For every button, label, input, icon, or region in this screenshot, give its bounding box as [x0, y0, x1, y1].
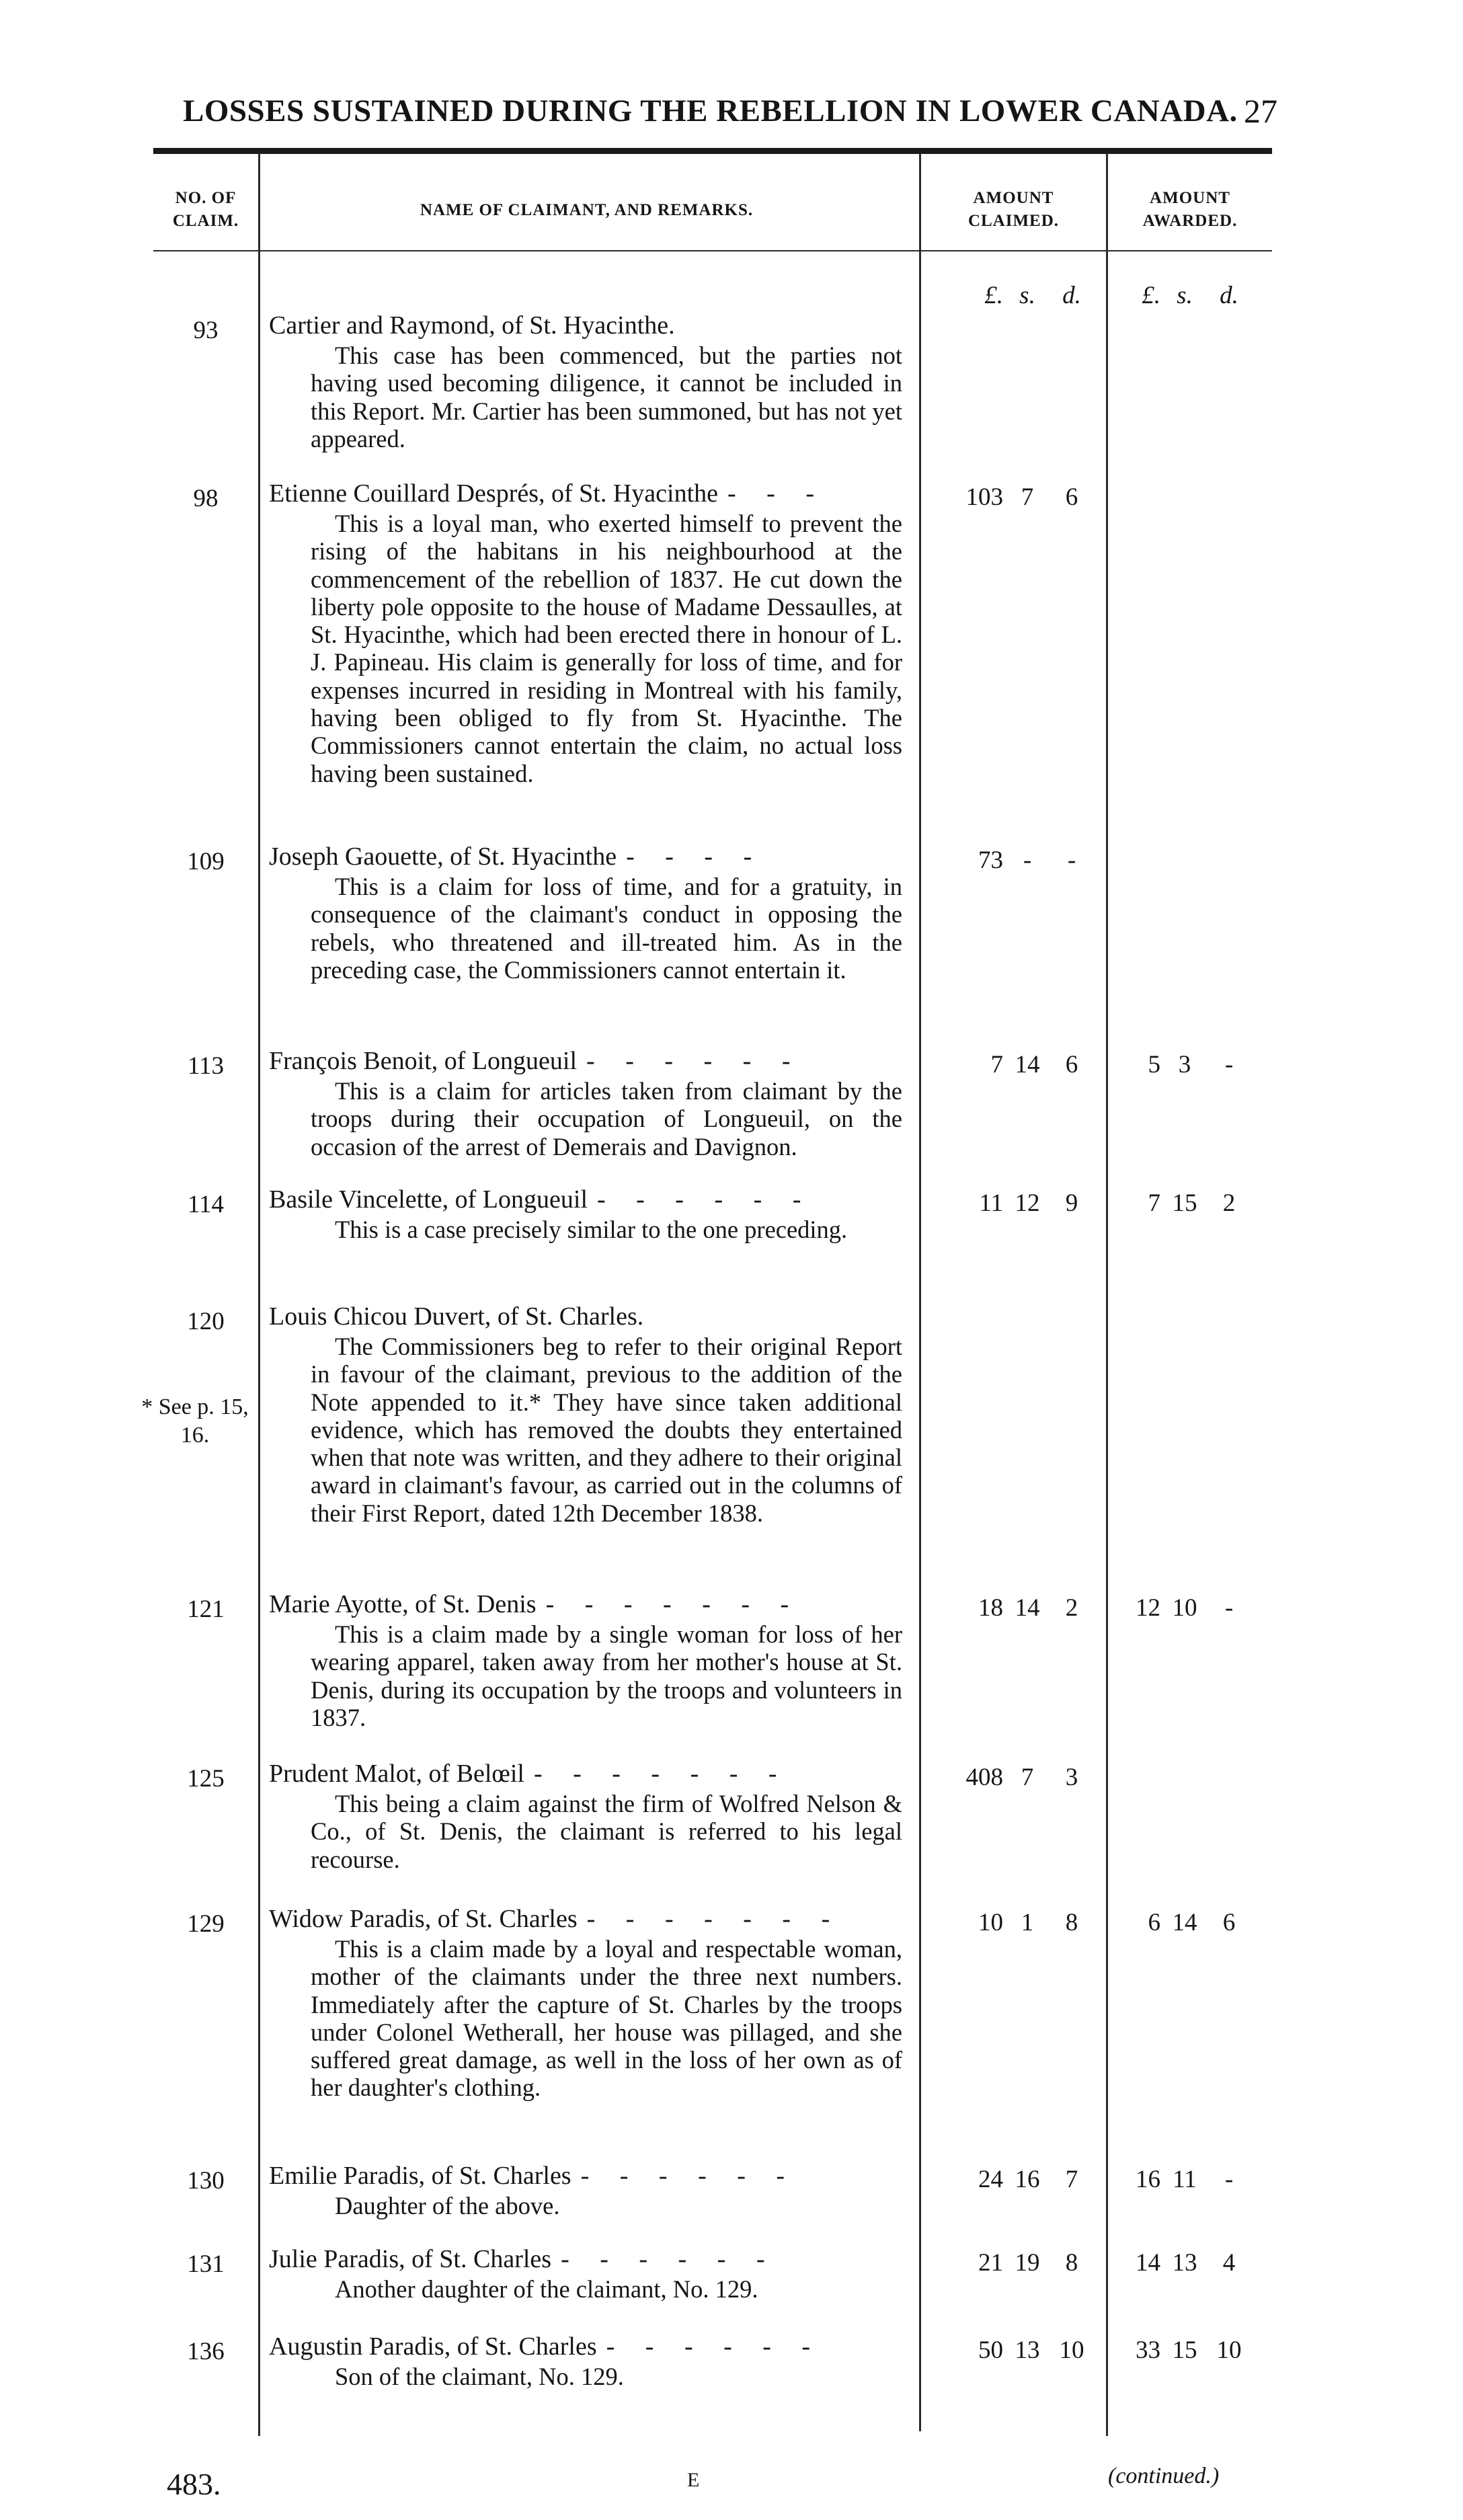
amount-claimed-pence: 9	[1065, 1189, 1078, 1217]
amount-claimed	[943, 1908, 1092, 1937]
claimant-name-line	[269, 1904, 904, 1934]
amount-claimed-pounds: 408	[965, 1764, 1003, 1791]
claim-remark	[311, 342, 902, 452]
leader-dots: - - - - - -	[561, 2245, 777, 2273]
claim-number: 131	[187, 2250, 225, 2278]
column-divider-2	[919, 153, 921, 2431]
amount-awarded-shillings: 10	[1172, 1594, 1197, 1622]
claim-remark	[311, 1790, 902, 1873]
side-note: * See p. 15, 16.	[141, 1394, 249, 1448]
claimed-pounds-symbol: £.	[984, 282, 1003, 309]
header-rule	[153, 148, 1272, 154]
claimant-name: Augustin Paradis, of St. Charles	[269, 2332, 597, 2361]
amount-claimed-pence: 10	[1059, 2336, 1084, 2364]
amount-claimed-shillings: 12	[1015, 1189, 1040, 1217]
leader-dots: - - - - - - -	[533, 1760, 789, 1788]
claim-remark	[311, 1216, 902, 1243]
footer-continued: (continued.)	[1108, 2464, 1220, 2488]
amount-claimed-shillings: 1	[1021, 1909, 1034, 1936]
claim-remark	[311, 873, 902, 984]
claimant-name: Emilie Paradis, of St. Charles	[269, 2162, 571, 2190]
claim-remark-text: This is a claim for articles taken from claimant by the troops during their occupation of Longueuil, on the occasion of the arrest of Demerais and Davignon.	[311, 1077, 902, 1160]
amount-awarded-pounds: 16	[1136, 2166, 1160, 2193]
claim-number: 129	[187, 1910, 225, 1938]
amount-claimed-pence: 6	[1065, 1051, 1078, 1078]
amount-claimed-pounds: 18	[978, 1594, 1003, 1622]
claim-number: 121	[187, 1596, 225, 1623]
claimant-name-line	[269, 1302, 904, 1331]
amount-claimed-shillings: 7	[1021, 483, 1034, 511]
leader-dots: - - - - - -	[606, 2332, 823, 2361]
amount-claimed-pounds: 11	[979, 1189, 1003, 1217]
amount-claimed-shillings: 16	[1015, 2166, 1040, 2193]
claimant-name: Marie Ayotte, of St. Denis	[269, 1590, 537, 1618]
claim-number: 136	[187, 2338, 225, 2365]
claimant-name: Widow Paradis, of St. Charles	[269, 1905, 578, 1933]
amount-claimed-pence: 8	[1065, 2249, 1078, 2277]
claimant-name-line	[269, 2244, 904, 2274]
amount-claimed	[943, 1050, 1092, 1079]
claim-number: 113	[187, 1052, 225, 1080]
amount-claimed	[943, 2336, 1092, 2365]
amount-claimed-pence: 2	[1065, 1594, 1078, 1622]
amount-awarded-pounds: 7	[1148, 1189, 1160, 1217]
header-claimed-line2: CLAIMED.	[967, 212, 1060, 230]
awarded-lsd-heading	[1100, 281, 1249, 310]
column-divider-1	[258, 153, 260, 2436]
claimant-name-line	[269, 479, 904, 508]
leader-dots: - - - -	[626, 842, 764, 871]
amount-awarded-shillings: 3	[1178, 1051, 1191, 1078]
amount-awarded-pence: 4	[1222, 2249, 1236, 2277]
header-claim-no-line2: CLAIM.	[172, 212, 239, 230]
claimant-name-line	[269, 1046, 904, 1076]
claim-remark-text: Son of the claimant, No. 129.	[335, 2363, 624, 2390]
claim-remark-text: This is a claim made by a single woman for loss of her wearing apparel, taken away from her mother's house at St. Denis, during its occupation by the troops and volunteers in 1837.	[311, 1620, 902, 1731]
leader-dots: - - - - - - -	[586, 1905, 842, 1933]
leader-dots: - - -	[727, 479, 826, 508]
claimed-lsd-heading	[943, 281, 1092, 310]
amount-claimed	[943, 1593, 1092, 1622]
page-number: 27	[1244, 92, 1277, 130]
amount-claimed	[943, 483, 1092, 512]
page-title: LOSSES SUSTAINED DURING THE REBELLION IN LOWER CANADA.	[183, 93, 1238, 128]
claimant-name: François Benoit, of Longueuil	[269, 1047, 578, 1075]
claim-number: 114	[187, 1191, 225, 1218]
claimant-name: Basile Vincelette, of Longueuil	[269, 1185, 588, 1214]
amount-claimed-pence: 3	[1065, 1764, 1078, 1791]
claim-remark-text: This is a claim made by a loyal and respectable woman, mother of the claimants under the three next numbers. Immediately after the capture of St. Charles by the troops under Colonel Wetherall, her house was pillaged, and she suffered great damage, as well in the loss of her own as of her daughter's clothing.	[311, 1935, 902, 2102]
header-claimed	[921, 187, 1106, 233]
amount-claimed-pence: 8	[1065, 1909, 1078, 1936]
claimant-name: Julie Paradis, of St. Charles	[269, 2245, 552, 2273]
claimant-name: Prudent Malot, of Belœil	[269, 1760, 524, 1788]
header-awarded-line2: AWARDED.	[1142, 212, 1238, 230]
header-claim-no	[153, 187, 258, 233]
claimant-name-line	[269, 2161, 904, 2191]
amount-claimed-pence: -	[1067, 846, 1076, 874]
amount-awarded	[1100, 2165, 1249, 2194]
claimant-name: Cartier and Raymond, of St. Hyacinthe.	[269, 311, 675, 340]
header-bottom-rule	[153, 250, 1272, 251]
claimant-name-line	[269, 311, 904, 340]
amount-claimed-shillings: 14	[1015, 1594, 1040, 1622]
column-divider-3	[1106, 153, 1108, 2436]
header-awarded	[1108, 187, 1272, 233]
claimed-pence-symbol: d.	[1062, 282, 1081, 309]
amount-claimed	[943, 2165, 1092, 2194]
amount-claimed	[943, 1189, 1092, 1218]
amount-awarded-pence: -	[1224, 1594, 1234, 1622]
claim-remark	[311, 2192, 902, 2219]
amount-claimed	[943, 1763, 1092, 1792]
claim-remark-text: This is a loyal man, who exerted himself to prevent the rising of the habitans in his neighbourhood at the commencement of the rebellion of 1837. He cut down the liberty pole opposite to the house of Madame Dessaulles, at St. Hyacinthe, which had been erected there in honour of L. J. Papineau. His claim is generally for loss of time, and for expenses incurred in residing in Montreal with his family, having been obliged to fly from St. Hyacinthe. The Commissioners cannot entertain the claim, no actual loss having been sustained.	[311, 510, 902, 787]
awarded-pence-symbol: d.	[1220, 282, 1238, 309]
claimant-name: Louis Chicou Duvert, of St. Charles.	[269, 1302, 644, 1331]
claimant-name-line	[269, 1185, 904, 1214]
amount-awarded-pounds: 5	[1148, 1051, 1160, 1078]
header-awarded-line1: AMOUNT	[1150, 189, 1230, 207]
footer-signature: 483.	[167, 2467, 221, 2501]
amount-claimed-pounds: 7	[990, 1051, 1003, 1078]
amount-claimed-pounds: 21	[978, 2249, 1003, 2277]
amount-awarded-pounds: 33	[1136, 2336, 1160, 2364]
header-claimed-line1: AMOUNT	[973, 189, 1054, 207]
awarded-pounds-symbol: £.	[1142, 282, 1160, 309]
amount-awarded-shillings: 15	[1172, 2336, 1197, 2364]
claim-remark-text: This is a case precisely similar to the one preceding.	[335, 1216, 848, 1243]
claimant-name-line	[269, 1759, 904, 1788]
amount-awarded-shillings: 14	[1172, 1909, 1197, 1936]
claim-remark-text: This case has been commenced, but the parties not having used becoming diligence, it cannot be included in this Report. Mr. Cartier has been summoned, but has not yet appeared.	[311, 342, 902, 452]
amount-claimed-shillings: -	[1023, 846, 1032, 874]
amount-awarded	[1100, 1189, 1249, 1218]
claim-remark	[311, 510, 902, 787]
leader-dots: - - - - - -	[597, 1185, 814, 1214]
amount-awarded	[1100, 2248, 1249, 2277]
header-claim-no-line1: NO. OF	[175, 189, 237, 207]
footer-mark: E	[687, 2469, 700, 2491]
amount-awarded-pounds: 14	[1136, 2249, 1160, 2277]
amount-claimed-pounds: 103	[965, 483, 1003, 511]
amount-awarded	[1100, 1593, 1249, 1622]
claim-remark-text: Daughter of the above.	[335, 2192, 560, 2219]
claim-number: 125	[187, 1765, 225, 1793]
amount-awarded-shillings: 15	[1172, 1189, 1197, 1217]
claimant-name: Joseph Gaouette, of St. Hyacinthe	[269, 842, 617, 871]
claim-number: 120	[187, 1308, 225, 1335]
amount-awarded	[1100, 1050, 1249, 1079]
header-name: NAME OF CLAIMANT, AND REMARKS.	[420, 201, 754, 219]
amount-awarded-pence: 6	[1222, 1909, 1236, 1936]
amount-awarded-pounds: 12	[1136, 1594, 1160, 1622]
leader-dots: - - - - - -	[580, 2162, 797, 2190]
claimant-name: Etienne Couillard Després, of St. Hyacinthe	[269, 479, 719, 508]
amount-claimed	[943, 846, 1092, 875]
leader-dots: - - - - - -	[586, 1047, 803, 1075]
amount-claimed-pence: 6	[1065, 483, 1078, 511]
claim-remark	[311, 2363, 902, 2390]
claim-remark	[311, 1077, 902, 1160]
amount-claimed-pounds: 73	[978, 846, 1003, 874]
claimant-name-line	[269, 1589, 904, 1619]
claimed-shillings-symbol: s.	[1019, 282, 1035, 309]
awarded-shillings-symbol: s.	[1177, 282, 1193, 309]
amount-claimed-shillings: 14	[1015, 1051, 1040, 1078]
amount-awarded-pence: -	[1224, 1051, 1234, 1078]
claim-number: 109	[187, 848, 225, 875]
amount-awarded-pence: -	[1224, 2166, 1234, 2193]
claim-remark-text: This being a claim against the firm of Wolfred Nelson & Co., of St. Denis, the claimant is referred to his legal recourse.	[311, 1790, 902, 1873]
claim-remark	[311, 1935, 902, 2102]
claim-number: 93	[193, 317, 219, 344]
amount-awarded-pence: 2	[1222, 1189, 1236, 1217]
claim-remark-text: Another daughter of the claimant, No. 129.	[335, 2275, 758, 2303]
claim-remark-text: The Commissioners beg to refer to their original Report in favour of the claimant, previous to the addition of the Note appended to it.* They have since taken additional evidence, which has removed the doubts they entertained when that note was written, and they adhere to their original award in claimant's favour, as carried out in the columns of their First Report, dated 12th December 1838.	[311, 1333, 902, 1527]
amount-awarded-shillings: 11	[1173, 2166, 1197, 2193]
amount-claimed-pounds: 50	[978, 2336, 1003, 2364]
amount-claimed-shillings: 13	[1015, 2336, 1040, 2364]
amount-awarded	[1100, 1908, 1249, 1937]
amount-claimed	[943, 2248, 1092, 2277]
amount-awarded	[1100, 2336, 1249, 2365]
amount-claimed-pence: 7	[1065, 2166, 1078, 2193]
claim-remark-text: This is a claim for loss of time, and for a gratuity, in consequence of the claimant's conduct in opposing the rebels, who threatened and ill-treated him. As in the preceding case, the Commissioners cannot entertain it.	[311, 873, 902, 984]
claim-number: 98	[193, 485, 219, 512]
amount-awarded-shillings: 13	[1172, 2249, 1197, 2277]
claim-number: 130	[187, 2167, 225, 2195]
amount-claimed-shillings: 7	[1021, 1764, 1034, 1791]
amount-claimed-pounds: 10	[978, 1909, 1003, 1936]
leader-dots: - - - - - - -	[545, 1590, 801, 1618]
amount-awarded-pounds: 6	[1148, 1909, 1160, 1936]
claimant-name-line	[269, 2332, 904, 2361]
amount-awarded-pence: 10	[1216, 2336, 1242, 2364]
claim-remark	[311, 1620, 902, 1731]
claim-remark	[311, 2275, 902, 2303]
claim-remark	[311, 1333, 902, 1527]
amount-claimed-pounds: 24	[978, 2166, 1003, 2193]
amount-claimed-shillings: 19	[1015, 2249, 1040, 2277]
claimant-name-line	[269, 842, 904, 871]
